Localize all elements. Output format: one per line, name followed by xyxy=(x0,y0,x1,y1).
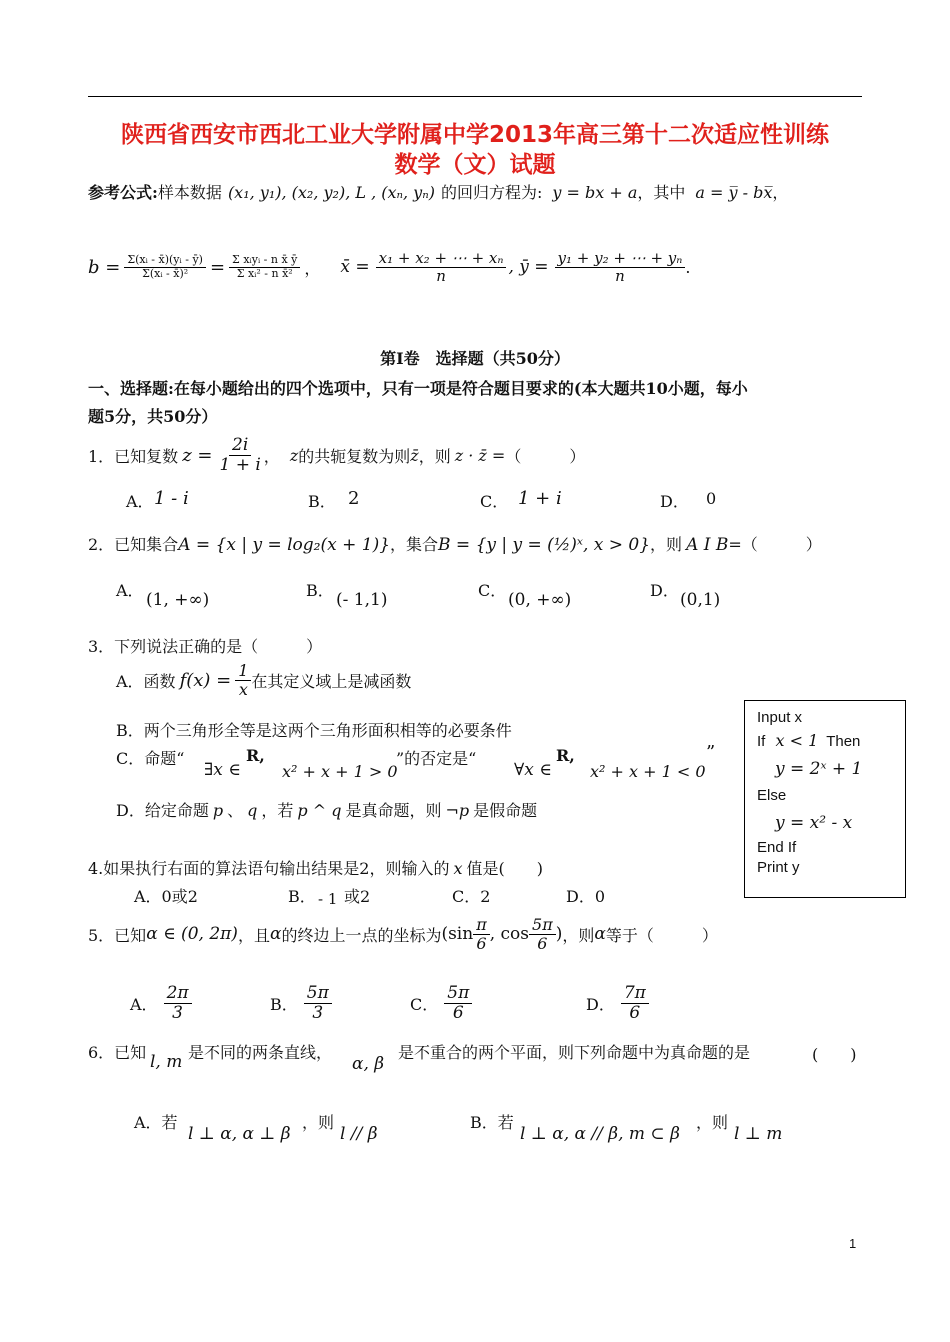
q4-option-d: D．0 xyxy=(566,887,606,906)
section-instruction-1: 一、选择题:在每小题给出的四个选项中，只有一项是符合题目要求的(本大题共10小题，每小 xyxy=(88,379,748,398)
q3-c-ineq1: x² + x + 1 > 0 xyxy=(282,762,398,781)
q5-c1-num: π xyxy=(473,916,490,935)
q3-a-post: 在其定义域上是减函数 xyxy=(251,671,412,691)
q2-option-d-label: D． xyxy=(650,581,679,600)
q6-b-res: l ⊥ m xyxy=(734,1124,783,1144)
q3-c-mid: ”的否定是“ xyxy=(396,749,477,768)
q5-alpha: α xyxy=(269,924,282,945)
q2-then: ，则 xyxy=(650,535,683,554)
q5-b-den: 3 xyxy=(312,1002,324,1023)
header-rule xyxy=(88,96,862,97)
q1-option-a-label: A． xyxy=(126,492,154,511)
question-4-stem xyxy=(88,856,543,879)
q2-option-a-label: A． xyxy=(116,581,144,600)
q5-option-b xyxy=(270,984,332,1022)
formula-b-frac1 xyxy=(124,254,206,279)
q5-option-a xyxy=(130,984,192,1022)
formula-points: (x₁, y₁), (x₂, y₂), L , (xₙ, yₙ) xyxy=(227,183,435,202)
q3-c-r2: R, xyxy=(556,746,575,765)
q3-a-num: 1 xyxy=(235,662,251,681)
formula-b-frac2 xyxy=(229,254,300,279)
q5-c-num: 5π xyxy=(444,984,472,1004)
q1-fraction xyxy=(216,436,263,474)
formula-intro: 样本数据 xyxy=(157,183,222,202)
q3-c-exists: ∃x ∈ xyxy=(204,760,241,780)
q4-option-b-label: B． xyxy=(288,887,316,906)
q5-a-num: 2π xyxy=(164,984,192,1004)
q2-option-c-label: C． xyxy=(478,581,507,600)
q3-a-den: x xyxy=(238,679,248,699)
q6-stem-c: 是不重合的两个平面，则下列命题中为真命题的是 xyxy=(398,1043,751,1062)
formula-period: . xyxy=(685,257,691,277)
formula-comma2: ， xyxy=(772,183,789,202)
algo-line-print: Print y xyxy=(757,859,800,876)
q4-option-b-value: - 1 xyxy=(318,890,338,908)
formula-ybar-frac xyxy=(555,250,686,284)
question-2-stem xyxy=(88,532,822,555)
formula-b-den1: Σ(xᵢ - x̄)² xyxy=(142,266,189,280)
algo-line-else: Else xyxy=(757,787,787,804)
q5-d-label: D． xyxy=(586,994,615,1014)
q3-option-a xyxy=(116,662,411,698)
q5-coord-frac2 xyxy=(529,916,556,952)
q1-stem-b: ， xyxy=(263,446,280,466)
algo-line-y2: y = x² - x xyxy=(775,813,853,833)
formula-label: 参考公式: xyxy=(88,183,158,202)
q6-lm: l, m xyxy=(150,1052,183,1072)
q6-a-res: l // β xyxy=(340,1124,378,1144)
q2-option-a: (1, +∞) xyxy=(146,590,210,610)
q2-stem: 2．已知集合 xyxy=(88,535,179,554)
q6-ab: α, β xyxy=(352,1054,385,1074)
q5-c-label: C． xyxy=(410,994,439,1014)
q5-range: α ∈ (0, 2π) xyxy=(146,924,238,945)
q5-stem-d: ，则 xyxy=(562,925,595,945)
q5-coord-b: , cos xyxy=(489,924,530,945)
q4-x: x xyxy=(453,859,463,878)
q3-option-b: B．两个三角形全等是这两个三角形面积相等的必要条件 xyxy=(116,721,512,740)
q5-c-den: 6 xyxy=(452,1002,464,1023)
formula-ybar-den: n xyxy=(615,266,625,285)
q6-b-cond: l ⊥ α, α // β, m ⊂ β xyxy=(520,1124,680,1144)
q3-option-c-pre: C．命题“ xyxy=(116,749,185,768)
q1-option-b-label: B． xyxy=(308,492,336,511)
q4-option-a: A．0或2 xyxy=(134,887,198,906)
q6-a-cond: l ⊥ α, α ⊥ β xyxy=(188,1124,291,1144)
page-number: 1 xyxy=(849,1236,857,1251)
page-subtitle: 数学（文）试题 xyxy=(394,152,556,178)
formula-sep: ， xyxy=(304,258,321,278)
formula-equation: y = bx + a xyxy=(552,183,638,202)
question-3-stem: 3．下列说法正确的是（ ） xyxy=(88,637,323,656)
q1-stem-d: ，则 xyxy=(418,446,451,466)
q3-c-ineq2: x² + x + 1 < 0 xyxy=(590,762,706,781)
q1-zbar: z̄ xyxy=(410,445,419,465)
q4-option-c: C．2 xyxy=(452,887,491,906)
formula-line2 xyxy=(88,250,690,284)
q3-d-mid: ，若 xyxy=(261,801,294,820)
algo-condition: x < 1 xyxy=(775,731,819,750)
q5-d-frac xyxy=(621,984,649,1022)
algo-if: If xyxy=(757,733,766,750)
q1-stem-c: 的共轭复数为则 xyxy=(298,446,411,466)
q1-option-d: 0 xyxy=(706,489,717,508)
section-instruction-2: 题5分，共50分） xyxy=(88,407,218,426)
q5-c-frac xyxy=(444,984,472,1022)
formula-b-lhs: b = xyxy=(88,256,121,278)
q5-a-frac xyxy=(164,984,192,1022)
formula-a-eq: a = y̅ - bx̅ xyxy=(695,183,773,202)
q6-b-pre: B．若 xyxy=(470,1113,514,1132)
q3-d-p: p xyxy=(212,801,224,820)
algorithm-box xyxy=(744,700,906,898)
q4-stem-b: 值是( ) xyxy=(466,859,543,878)
q2-mid: ，集合 xyxy=(390,535,439,554)
q5-b-frac xyxy=(304,984,332,1022)
algo-line-if xyxy=(757,731,860,750)
q1-option-d-label: D． xyxy=(660,492,689,511)
q5-stem-b: ，且 xyxy=(237,925,270,945)
q1-frac-num: 2i xyxy=(229,436,251,456)
q5-option-c xyxy=(410,984,472,1022)
q5-a-label: A． xyxy=(130,994,158,1014)
formula-b-num1: Σ(xᵢ - x̄)(yᵢ - ȳ) xyxy=(124,254,206,267)
q5-coord-c: ) xyxy=(555,924,563,945)
q2-option-b-label: B． xyxy=(306,581,334,600)
q4-option-b-suffix: 或2 xyxy=(344,887,371,906)
q1-paren: （ ） xyxy=(505,446,586,466)
q3-d-np: ¬p xyxy=(445,801,470,820)
q5-stem-e: 等于（ ） xyxy=(605,925,718,945)
q4-stem-a: 4.如果执行右面的算法语句输出结果是2，则输入的 xyxy=(88,859,450,878)
q6-b-then: ，则 xyxy=(696,1113,729,1132)
page-title: 陕西省西安市西北工业大学附属中学2013年高三第十二次适应性训练 xyxy=(120,122,829,148)
q1-frac-den: 1 + i xyxy=(219,454,261,475)
q5-stem-c: 的终边上一点的坐标为 xyxy=(281,925,442,945)
formula-mid: 的回归方程为: xyxy=(440,183,543,202)
formula-xbar: x̄ = xyxy=(340,257,370,277)
q5-b-num: 5π xyxy=(304,984,332,1004)
q1-option-c: 1 + i xyxy=(518,488,562,509)
formula-xbar-frac xyxy=(376,250,507,284)
q3-a-pre: A．函数 xyxy=(116,671,176,691)
q3-d-pre: D．给定命题 xyxy=(116,801,209,820)
q1-z: z xyxy=(289,445,299,465)
q6-paren: ( ) xyxy=(812,1045,857,1064)
q2-option-b: (- 1,1) xyxy=(336,590,388,610)
q1-option-c-label: C． xyxy=(480,492,509,511)
q5-a-den: 3 xyxy=(172,1002,183,1023)
q5-stem-a: 5．已知 xyxy=(88,925,147,945)
question-5-stem xyxy=(88,916,718,952)
q5-c2-den: 6 xyxy=(537,933,548,953)
algo-line-y1: y = 2ˣ + 1 xyxy=(775,759,863,779)
q6-a-then: ，则 xyxy=(302,1113,335,1132)
question-1-stem xyxy=(88,436,585,474)
q5-b-label: B． xyxy=(270,994,298,1014)
q5-d-num: 7π xyxy=(621,984,649,1004)
q3-d-end: 是假命题 xyxy=(473,801,538,820)
q5-c2-num: 5π xyxy=(529,916,556,935)
q2-expr: A I B xyxy=(686,535,729,555)
formula-b-num2: Σ xᵢyᵢ - n x̄ ȳ xyxy=(229,254,300,267)
q3-a-f: f(x) = xyxy=(179,669,232,691)
q1-option-a: 1 - i xyxy=(154,488,189,509)
q3-a-frac xyxy=(235,662,251,698)
q5-alpha2: α xyxy=(594,924,606,945)
q3-d-q: q xyxy=(247,801,258,820)
q2-set-b: B = {y | y = (½)ˣ, x > 0} xyxy=(438,535,651,555)
q1-stem-a: 1．已知复数 xyxy=(88,446,179,466)
formula-b-den2: Σ xᵢ² - n x̄² xyxy=(236,266,293,280)
q3-c-end: ” xyxy=(706,742,716,763)
q6-a-pre: A．若 xyxy=(134,1113,178,1132)
algo-then: Then xyxy=(826,733,861,750)
q3-d-mid2: 是真命题，则 xyxy=(345,801,442,820)
q2-set-a: A = {x | y = log₂(x + 1)} xyxy=(178,535,391,555)
q1-option-b: 2 xyxy=(348,488,360,509)
q5-d-den: 6 xyxy=(629,1002,641,1023)
q6-stem-b: 是不同的两条直线， xyxy=(188,1043,333,1062)
q2-option-d: (0,1) xyxy=(680,590,721,610)
formula-comma1: ，其中 xyxy=(637,183,686,202)
q5-coord-a: (sin xyxy=(441,924,474,945)
q5-coord-frac1 xyxy=(473,916,490,952)
q3-d-pq: p ^ q xyxy=(297,801,342,820)
q2-paren: =（ ） xyxy=(728,535,822,554)
algo-line-input: Input x xyxy=(757,709,803,726)
algo-line-endif: End If xyxy=(757,839,797,856)
q6-stem-a: 6．已知 xyxy=(88,1043,147,1062)
q1-expr: z · z̄ = xyxy=(454,445,506,465)
q5-option-d xyxy=(586,984,649,1022)
formula-eq2: = xyxy=(209,256,226,278)
formula-xbar-den: n xyxy=(436,266,446,285)
q3-option-d xyxy=(116,798,537,821)
q3-d-sep: 、 xyxy=(227,801,244,820)
formula-xbar-num: x₁ + x₂ + ⋯ + xₙ xyxy=(376,250,507,268)
formula-ybar-num: y₁ + y₂ + ⋯ + yₙ xyxy=(555,250,686,268)
q1-z-lhs: z = xyxy=(182,444,213,466)
section-heading: 第Ⅰ卷 选择题（共50分） xyxy=(380,349,570,368)
q5-c1-den: 6 xyxy=(476,933,487,953)
formula-ybar: , ȳ = xyxy=(508,257,549,277)
q2-option-c: (0, +∞) xyxy=(508,590,572,610)
q3-c-forall: ∀x ∈ xyxy=(514,760,552,780)
q3-c-r1: R, xyxy=(246,746,265,765)
formula-line1 xyxy=(88,180,788,203)
